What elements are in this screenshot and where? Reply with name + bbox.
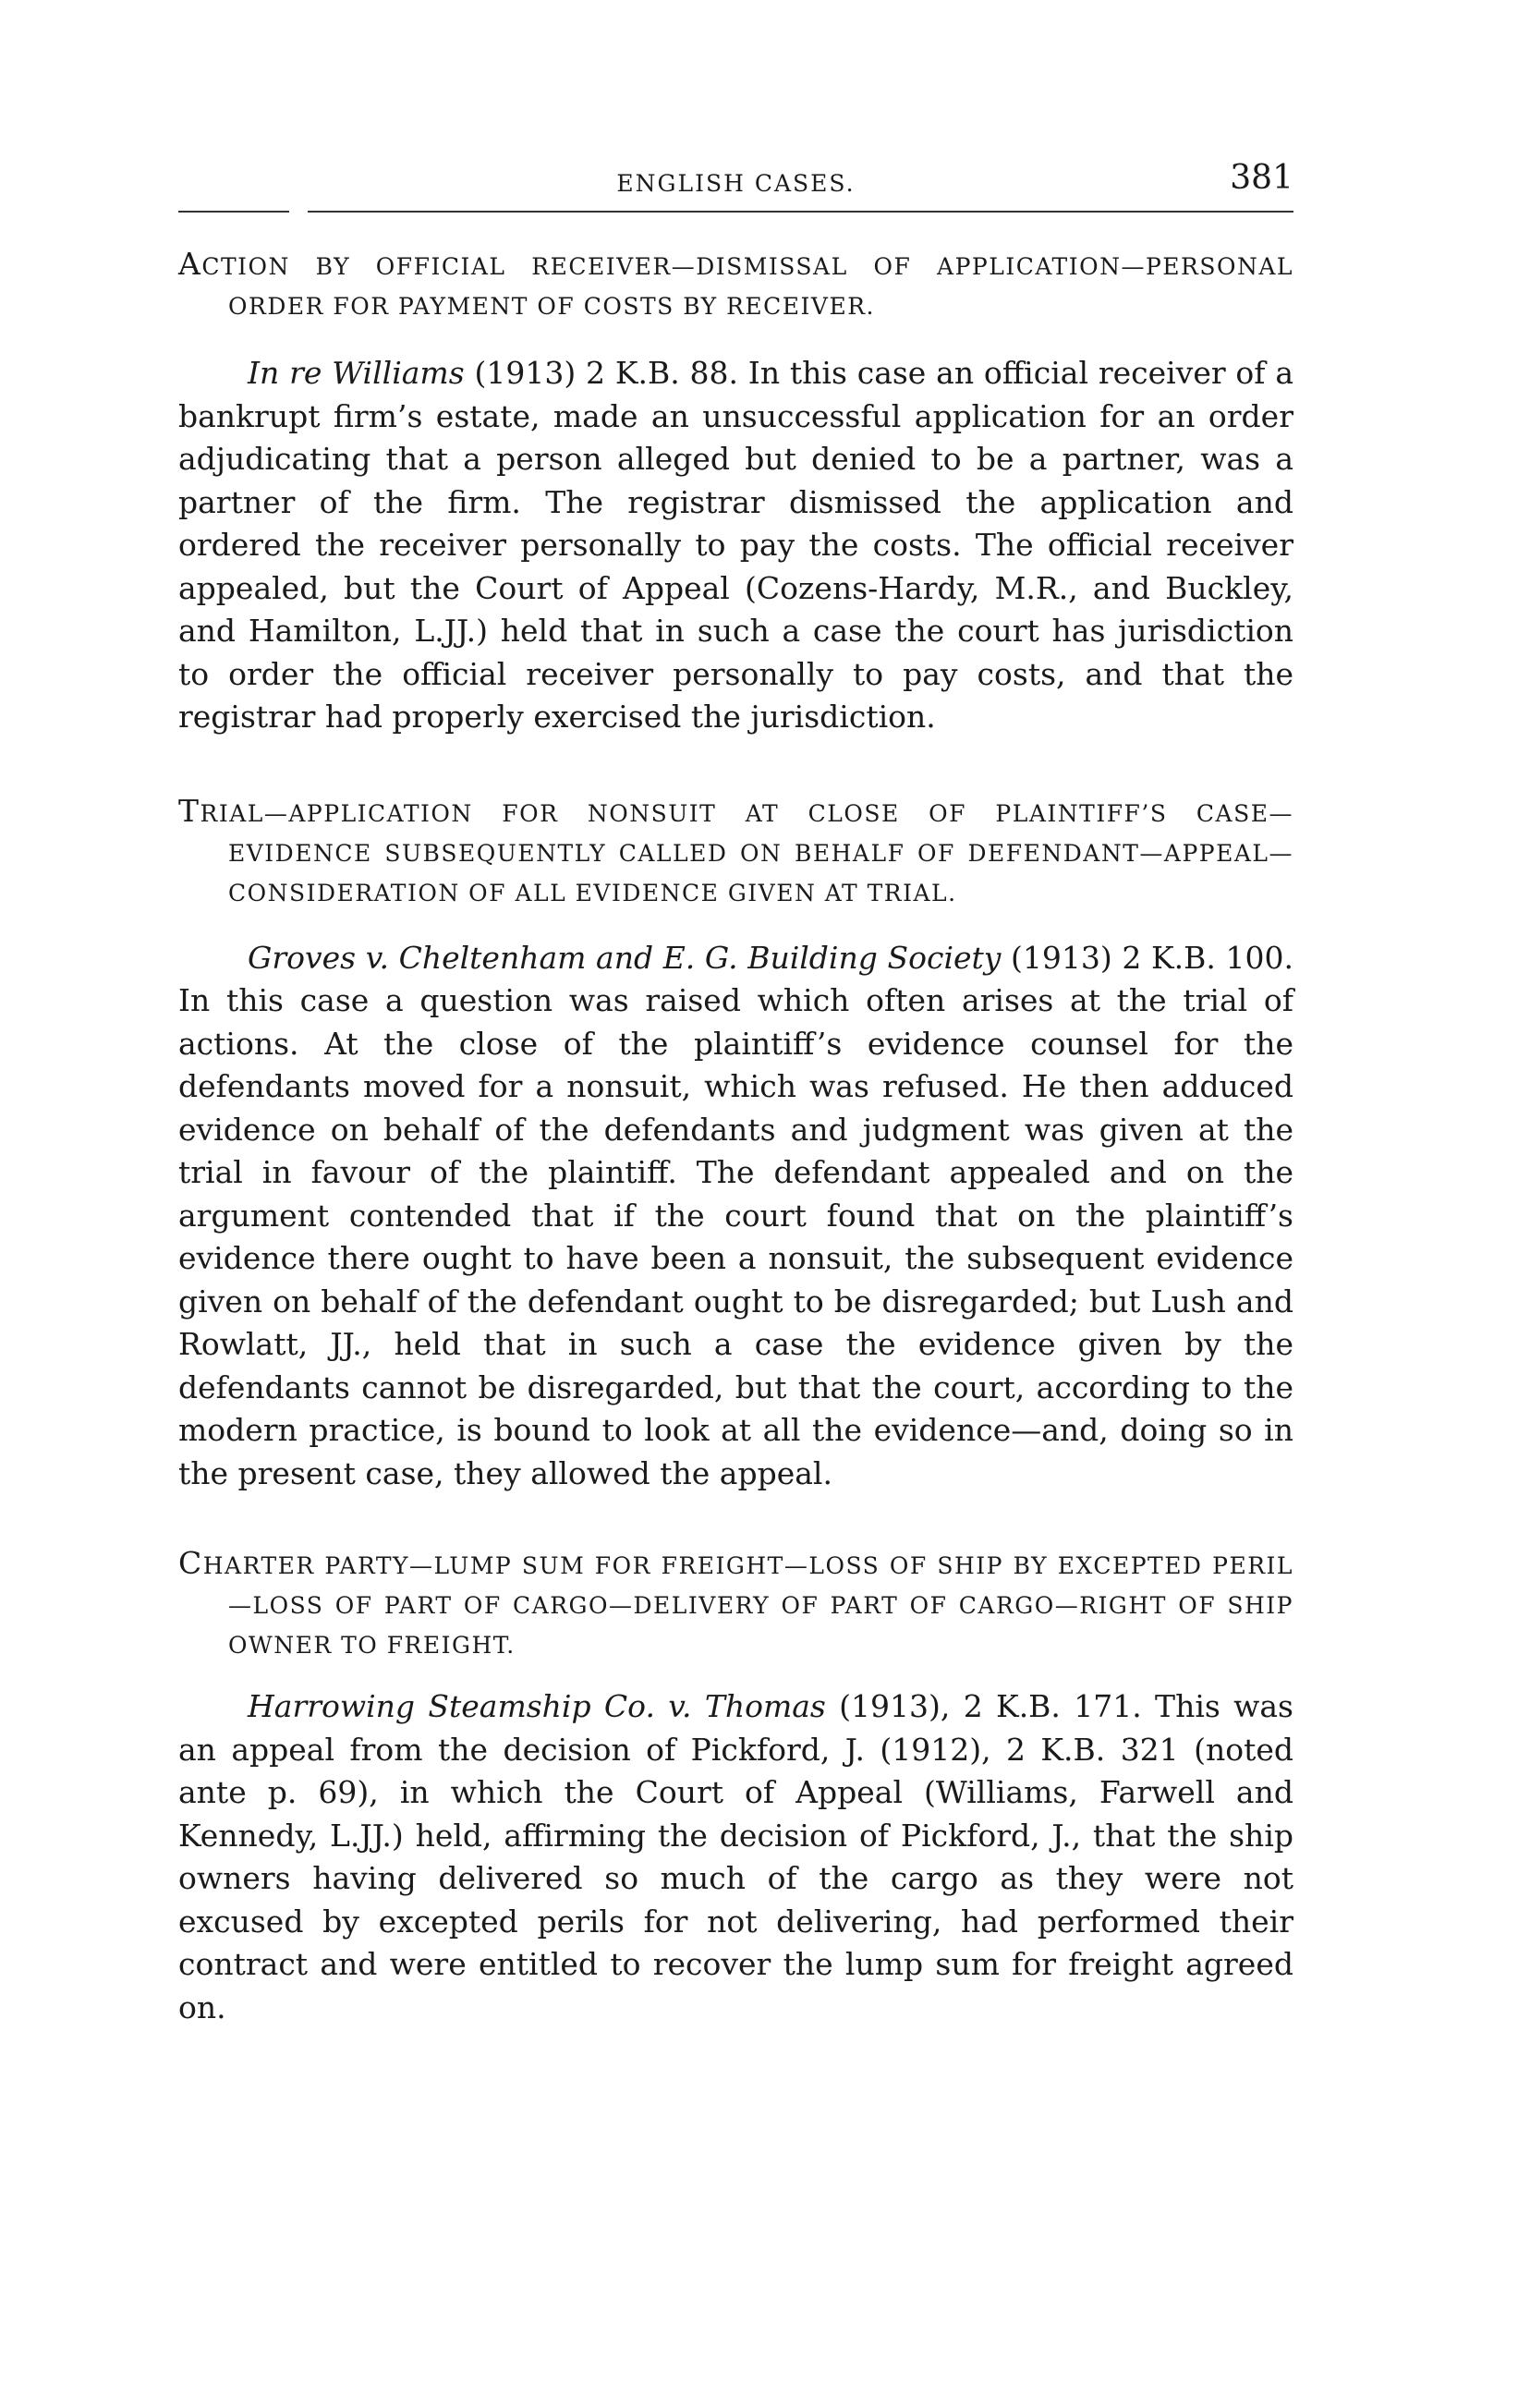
case-citation-reference: (1913) 2 K.B. 88. bbox=[464, 355, 738, 391]
heading-initial: A bbox=[178, 246, 202, 282]
heading-text: RIAL—APPLICATION FOR NONSUIT AT CLOSE OF PLAINTIFF’S CASE—EVIDENCE SUBSEQUENTLY CALLED ON BEHALF OF DEFENDANT—APPEAL—CONSIDERATION OF ALL EVIDENCE GIVEN AT TRIAL. bbox=[200, 799, 1293, 906]
case-summary bbox=[178, 352, 1293, 739]
header-rule bbox=[178, 211, 1293, 213]
case-citation-name: Groves v. Cheltenham and E. G. Building Society bbox=[248, 939, 1002, 976]
heading-initial: T bbox=[178, 792, 200, 829]
case-heading bbox=[178, 791, 1293, 913]
case-heading bbox=[178, 1543, 1293, 1665]
case-heading bbox=[178, 244, 1293, 326]
case-summary-text: This was an appeal from the decision of Pickford, J. (1912), 2 K.B. 321 (noted ante p. 69), in which the Court of Appeal (Williams, Farwell and Kennedy, L.JJ.) held, affirming the decision of Pickford, J., that the ship owners having delivered so much of the cargo as they were not excused by excepted perils for not delivering, had performed their contract and were entitled to recover the lump sum for freight agreed on. bbox=[178, 1688, 1293, 2025]
case-citation-reference: (1913), 2 K.B. 171. bbox=[825, 1688, 1142, 1724]
case-summary bbox=[178, 1685, 1293, 2029]
page-number: 381 bbox=[1230, 159, 1293, 197]
case-citation-name: Harrowing Steamship Co. v. Thomas bbox=[248, 1688, 826, 1724]
running-head bbox=[178, 157, 1293, 213]
case-section bbox=[178, 1543, 1293, 2029]
case-section bbox=[178, 244, 1293, 739]
heading-text: HARTER PARTY—LUMP SUM FOR FREIGHT—LOSS OF SHIP BY EXCEPTED PERIL—LOSS OF PART OF CARGO—DELIVERY OF PART OF CARGO—RIGHT OF SHIP OWNER TO FREIGHT. bbox=[202, 1552, 1293, 1659]
case-citation-name: In re Williams bbox=[248, 355, 465, 391]
running-title: ENGLISH CASES. bbox=[616, 170, 856, 197]
heading-initial: C bbox=[178, 1545, 203, 1581]
case-summary-text: In this case an official receiver of a bankrupt firm’s estate, made an unsuccessful application for an order adjudicating that a person alleged but denied to be a partner, was a partner of the firm. The registrar dismissed the application and ordered the receiver personally to pay the costs. The official receiver appealed, but the Court of Appeal (Cozens-Hardy, M.R., and Buckley, and Hamilton, L.JJ.) held that in such a case the court has jurisdiction to order the official receiver personally to pay costs, and that the registrar had properly exercised the jurisdiction. bbox=[178, 355, 1293, 735]
case-citation-reference: (1913) 2 K.B. 100. bbox=[1001, 939, 1294, 976]
case-section bbox=[178, 791, 1293, 1496]
header-rule-gap bbox=[289, 209, 308, 214]
case-summary bbox=[178, 937, 1293, 1496]
document-page bbox=[178, 157, 1293, 2029]
case-summary-text: In this case a question was raised which often arises at the trial of actions. At the close of the plaintiff’s evidence counsel for the defendants moved for a nonsuit, which was refused. He then adduced evidence on behalf of the defendants and judgment was given at the trial in favour of the plaintiff. The defendant appealed and on the argument contended that if the court found that on the plaintiff’s evidence there ought to have been a nonsuit, the subsequent evidence given on behalf of the defendant ought to be disregarded; but Lush and Rowlatt, JJ., held that in such a case the evidence given by the defendants cannot be disregarded, but that the court, according to the modern practice, is bound to look at all the evidence—and, doing so in the present case, they allowed the appeal. bbox=[178, 982, 1293, 1491]
heading-text: CTION BY OFFICIAL RECEIVER—DISMISSAL OF APPLICATION—PERSONAL ORDER FOR PAYMENT OF COSTS BY RECEIVER. bbox=[201, 253, 1293, 320]
